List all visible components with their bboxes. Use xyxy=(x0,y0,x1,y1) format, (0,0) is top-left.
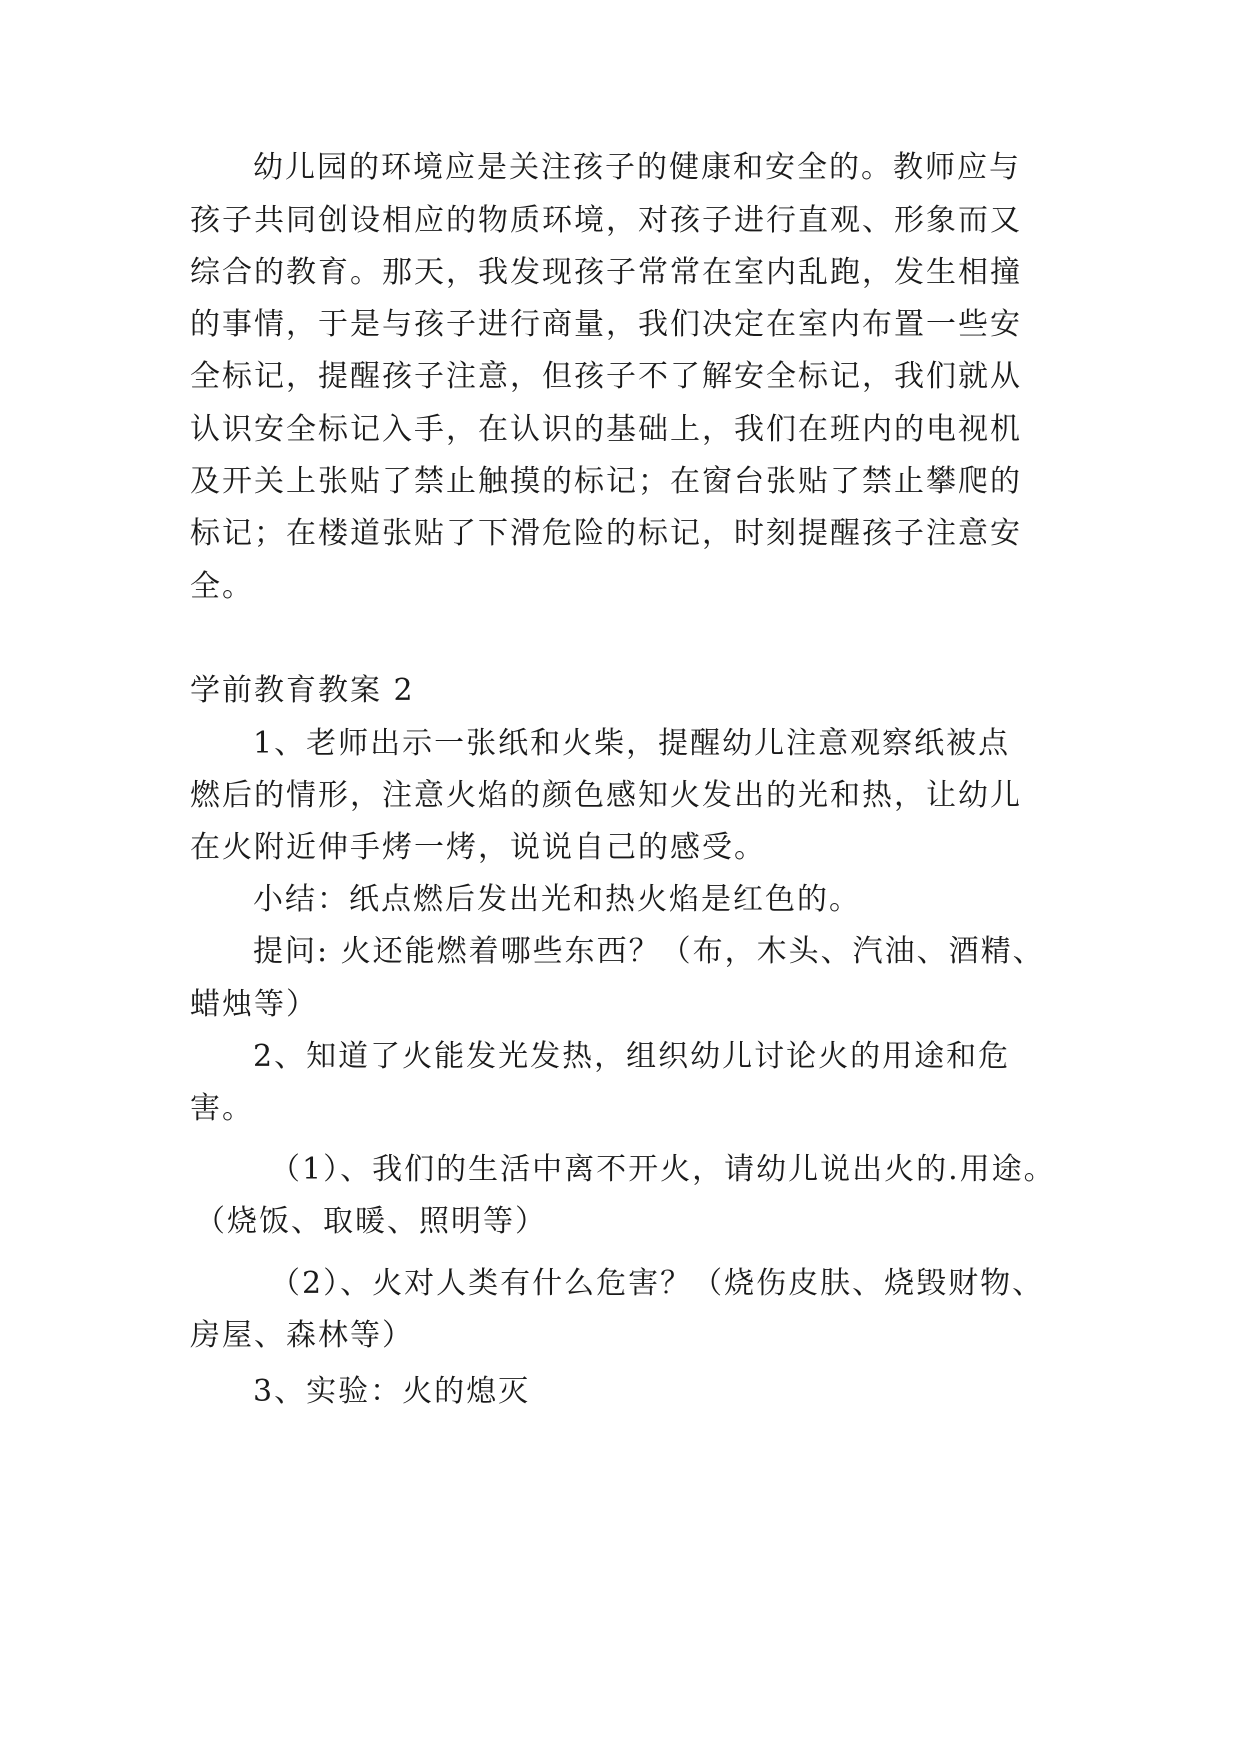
paragraph-line: （1）、我们的生活中离不开火，请幼儿说出火的.用途。 xyxy=(270,1152,1056,1187)
paragraph-line: 全。 xyxy=(190,569,254,604)
paragraph-line: 及开关上张贴了禁止触摸的标记；在窗台张贴了禁止攀爬的 xyxy=(190,464,1022,499)
paragraph-line: 小结：纸点燃后发出光和热火焰是红色的。 xyxy=(253,882,861,917)
paragraph-line: （2）、火对人类有什么危害？（烧伤皮肤、烧毁财物、 xyxy=(270,1266,1045,1301)
section-title: 学前教育教案 2 xyxy=(190,673,415,708)
paragraph-line: 蜡烛等） xyxy=(190,987,318,1022)
paragraph-line: 房屋、森林等） xyxy=(190,1318,414,1353)
paragraph-line: 在火附近伸手烤一烤，说说自己的感受。 xyxy=(190,830,766,865)
paragraph-line: 全标记，提醒孩子注意，但孩子不了解安全标记，我们就从 xyxy=(190,359,1022,394)
paragraph-line: 害。 xyxy=(190,1091,254,1126)
paragraph-line: 1、老师出示一张纸和火柴，提醒幼儿注意观察纸被点 xyxy=(253,726,1011,761)
paragraph-line: 认识安全标记入手，在认识的基础上，我们在班内的电视机 xyxy=(190,412,1022,447)
paragraph-line: 3、实验：火的熄灭 xyxy=(253,1374,531,1409)
paragraph-line: 标记；在楼道张贴了下滑危险的标记，时刻提醒孩子注意安 xyxy=(190,516,1022,551)
paragraph-line: 幼儿园的环境应是关注孩子的健康和安全的。教师应与 xyxy=(253,150,1021,185)
paragraph-line: （烧饭、取暖、照明等） xyxy=(195,1204,547,1239)
paragraph-line: 提问: 火还能燃着哪些东西？（布，木头、汽油、酒精、 xyxy=(253,934,1045,969)
paragraph-line: 综合的教育。那天，我发现孩子常常在室内乱跑，发生相撞 xyxy=(190,255,1022,290)
paragraph-line: 的事情，于是与孩子进行商量，我们决定在室内布置一些安 xyxy=(190,307,1022,342)
paragraph-line: 2、知道了火能发光发热，组织幼儿讨论火的用途和危 xyxy=(253,1039,1011,1074)
paragraph-line: 燃后的情形，注意火焰的颜色感知火发出的光和热，让幼儿 xyxy=(190,778,1022,813)
paragraph-line: 孩子共同创设相应的物质环境，对孩子进行直观、形象而又 xyxy=(190,203,1022,238)
